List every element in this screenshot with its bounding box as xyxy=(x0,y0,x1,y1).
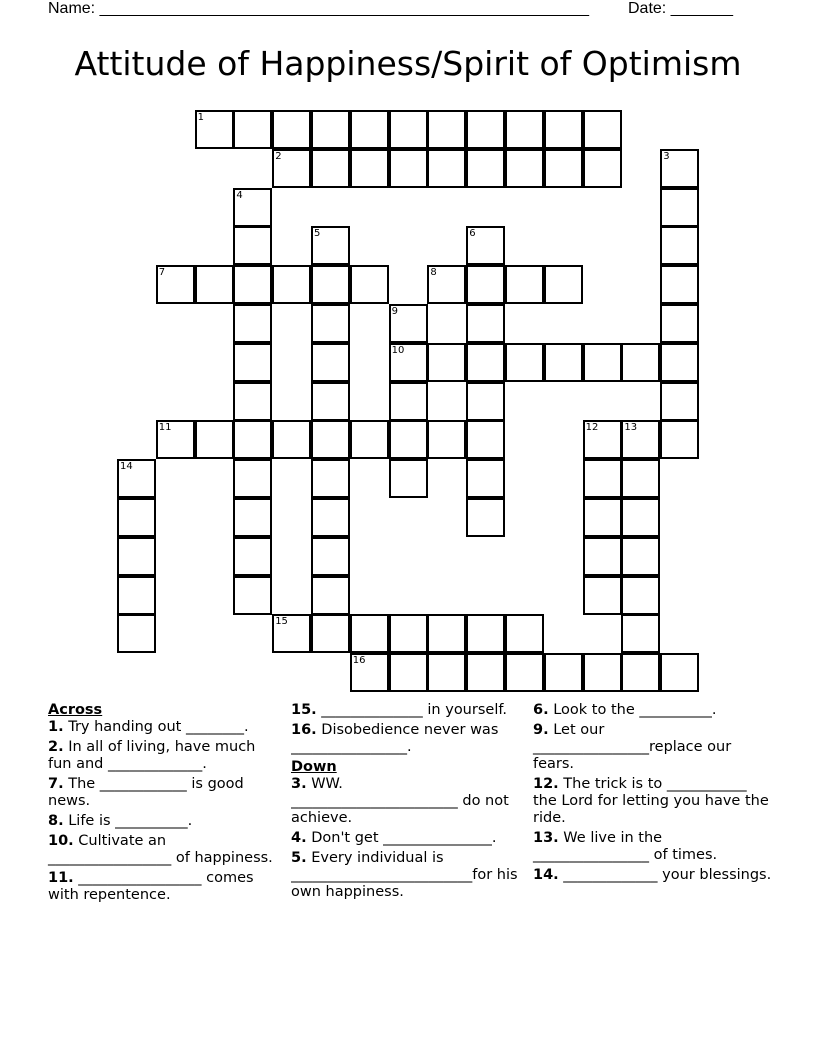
grid-cell[interactable] xyxy=(311,420,350,459)
clue-down-6 xyxy=(533,702,773,719)
grid-cell[interactable] xyxy=(466,343,505,382)
clue-down-13 xyxy=(533,830,773,864)
grid-cell[interactable] xyxy=(621,459,660,498)
grid-cell[interactable] xyxy=(117,537,156,576)
clue-text: The trick is to ___________ the Lord for letting you have the ride. xyxy=(533,776,769,826)
grid-cell[interactable] xyxy=(117,576,156,615)
down-heading: Down xyxy=(291,759,337,775)
grid-cell[interactable] xyxy=(233,265,272,304)
grid-cell[interactable] xyxy=(621,614,660,653)
grid-cell[interactable] xyxy=(233,537,272,576)
clue-text: The ____________ is good news. xyxy=(48,776,244,809)
clue-text: WW. xyxy=(311,776,343,792)
grid-cell[interactable] xyxy=(583,653,622,692)
clue-number: 15. xyxy=(291,702,317,718)
grid-cell[interactable] xyxy=(233,343,272,382)
grid-cell[interactable] xyxy=(660,382,699,421)
cell-number: 15 xyxy=(275,616,288,628)
grid-cell[interactable] xyxy=(272,420,311,459)
grid-cell[interactable] xyxy=(621,537,660,576)
clue-number: 10. xyxy=(48,833,74,849)
grid-cell[interactable] xyxy=(311,265,350,304)
clue-across-11 xyxy=(48,870,280,904)
grid-cell[interactable] xyxy=(350,614,389,653)
grid-cell[interactable] xyxy=(544,653,583,692)
grid-cell[interactable] xyxy=(389,459,428,498)
clue-number: 2. xyxy=(48,739,64,755)
clue-number: 4. xyxy=(291,830,307,846)
clue-across-7 xyxy=(48,776,280,810)
cell-number: 11 xyxy=(158,422,172,434)
clue-text: _____________ your blessings. xyxy=(563,867,772,883)
grid-cell[interactable] xyxy=(311,343,350,382)
grid-cell[interactable] xyxy=(233,420,272,459)
clues-column-3 xyxy=(533,702,773,887)
grid-cell[interactable] xyxy=(466,110,505,149)
cell-number: 12 xyxy=(585,422,599,434)
grid-cell[interactable] xyxy=(350,110,389,149)
clue-across-2 xyxy=(48,739,280,773)
grid-cell[interactable] xyxy=(233,226,272,265)
grid-cell[interactable] xyxy=(660,304,699,343)
grid-cell[interactable] xyxy=(311,459,350,498)
cell-number: 10 xyxy=(391,344,405,356)
across-heading: Across xyxy=(48,702,103,718)
cell-number: 1 xyxy=(197,112,204,123)
clue-number: 1. xyxy=(48,719,64,735)
grid-cell[interactable] xyxy=(389,110,428,149)
grid-cell[interactable] xyxy=(544,149,583,188)
clue-number: 14. xyxy=(533,867,559,883)
clue-number: 5. xyxy=(291,850,307,866)
grid-cell[interactable] xyxy=(311,576,350,615)
clues-column-1 xyxy=(48,702,280,907)
grid-cell[interactable] xyxy=(427,653,466,692)
grid-cell[interactable] xyxy=(660,420,699,459)
clue-text: We live in the ________________ of times. xyxy=(533,830,718,863)
grid-cell[interactable] xyxy=(233,498,272,537)
clue-text: Disobedience never was ________________. xyxy=(291,722,499,755)
clue-number: 7. xyxy=(48,776,64,792)
cell-number: 8 xyxy=(430,267,437,279)
grid-cell[interactable] xyxy=(505,149,544,188)
cell-number: 7 xyxy=(158,267,166,279)
grid-cell[interactable] xyxy=(311,304,350,343)
clue-text: _________________ comes with repentence. xyxy=(48,870,254,903)
grid-cell[interactable] xyxy=(466,614,505,653)
grid-cell[interactable] xyxy=(466,459,505,498)
cell-number: 6 xyxy=(469,228,476,240)
grid-cell[interactable] xyxy=(233,382,272,421)
grid-cell[interactable] xyxy=(660,265,699,304)
grid-cell[interactable] xyxy=(350,265,389,304)
clue-number: 16. xyxy=(291,722,317,738)
cell-number: 16 xyxy=(352,655,366,667)
clues-column-2 xyxy=(291,702,523,904)
clue-text-continued: _______________________ do not achieve. xyxy=(291,793,509,826)
grid-cell[interactable] xyxy=(621,498,660,537)
grid-cell[interactable] xyxy=(466,653,505,692)
grid-cell[interactable] xyxy=(621,343,660,382)
cell-number: 2 xyxy=(275,150,282,162)
grid-cell[interactable] xyxy=(583,576,622,615)
clue-text: ______________ in yourself. xyxy=(321,702,508,718)
page-title: Attitude of Happiness/Spirit of Optimism xyxy=(74,44,742,83)
grid-cell[interactable] xyxy=(660,226,699,265)
grid-cell[interactable] xyxy=(466,382,505,421)
grid-cell[interactable] xyxy=(350,420,389,459)
clue-number: 8. xyxy=(48,813,64,829)
grid-cell[interactable] xyxy=(389,420,428,459)
grid-cell[interactable] xyxy=(660,653,699,692)
cell-number: 13 xyxy=(624,422,638,434)
grid-cell[interactable] xyxy=(311,498,350,537)
clue-text: Life is __________. xyxy=(68,813,193,829)
grid-cell[interactable] xyxy=(583,149,622,188)
grid-cell[interactable] xyxy=(466,420,505,459)
clue-across-1 xyxy=(48,719,280,736)
grid-cell[interactable] xyxy=(583,537,622,576)
grid-cell[interactable] xyxy=(311,537,350,576)
clue-down-9 xyxy=(533,722,773,773)
cell-number: 4 xyxy=(236,189,243,201)
grid-cell[interactable] xyxy=(466,149,505,188)
grid-cell[interactable] xyxy=(311,614,350,653)
grid-cell[interactable] xyxy=(583,110,622,149)
cell-number: 14 xyxy=(120,461,133,473)
grid-cell[interactable] xyxy=(233,110,272,149)
clue-text: Cultivate an _________________ of happiness. xyxy=(48,833,273,866)
grid-cell[interactable] xyxy=(311,149,350,188)
grid-cell[interactable] xyxy=(544,265,583,304)
grid-cell[interactable] xyxy=(195,420,234,459)
grid-cell[interactable] xyxy=(389,653,428,692)
grid-cell[interactable] xyxy=(466,304,505,343)
clue-across-10 xyxy=(48,833,280,867)
grid-cell[interactable] xyxy=(117,614,156,653)
grid-cell[interactable] xyxy=(505,653,544,692)
grid-cell[interactable] xyxy=(233,459,272,498)
clue-text: Don't get _______________. xyxy=(311,830,497,846)
grid-cell[interactable] xyxy=(350,149,389,188)
grid-cell[interactable] xyxy=(621,576,660,615)
grid-cell[interactable] xyxy=(195,265,234,304)
grid-cell[interactable] xyxy=(544,110,583,149)
grid-cell[interactable] xyxy=(272,110,311,149)
clue-down-4 xyxy=(291,830,523,847)
grid-cell[interactable] xyxy=(583,343,622,382)
clue-number: 11. xyxy=(48,870,74,886)
grid-cell[interactable] xyxy=(233,576,272,615)
clue-down-3 xyxy=(291,776,523,827)
grid-cell[interactable] xyxy=(427,149,466,188)
clue-down-5 xyxy=(291,850,523,901)
grid-cell[interactable] xyxy=(427,420,466,459)
grid-cell[interactable] xyxy=(583,459,622,498)
clue-across-8 xyxy=(48,813,280,830)
grid-cell[interactable] xyxy=(117,498,156,537)
grid-cell[interactable] xyxy=(466,265,505,304)
name-field[interactable]: Name: _______________________________________________________ xyxy=(48,0,589,17)
clue-down-14 xyxy=(533,867,773,884)
grid-cell[interactable] xyxy=(311,382,350,421)
cell-number: 9 xyxy=(391,306,398,317)
grid-cell[interactable] xyxy=(272,265,311,304)
grid-cell[interactable] xyxy=(505,265,544,304)
grid-cell[interactable] xyxy=(621,653,660,692)
clue-across-15 xyxy=(291,702,523,719)
grid-cell[interactable] xyxy=(311,110,350,149)
grid-cell[interactable] xyxy=(505,110,544,149)
grid-cell[interactable] xyxy=(660,343,699,382)
clue-number: 6. xyxy=(533,702,549,718)
grid-cell[interactable] xyxy=(583,498,622,537)
clue-number: 9. xyxy=(533,722,549,738)
clue-text: Let our ________________replace our fears. xyxy=(533,722,732,772)
grid-cell[interactable] xyxy=(544,343,583,382)
grid-cell[interactable] xyxy=(427,614,466,653)
grid-cell[interactable] xyxy=(505,343,544,382)
grid-cell[interactable] xyxy=(427,343,466,382)
grid-cell[interactable] xyxy=(389,382,428,421)
grid-cell[interactable] xyxy=(466,498,505,537)
clue-text: Every individual is xyxy=(311,850,444,866)
clue-text: Try handing out ________. xyxy=(68,719,249,735)
grid-cell[interactable] xyxy=(389,149,428,188)
clue-down-12 xyxy=(533,776,773,827)
grid-cell[interactable] xyxy=(660,188,699,227)
grid-cell[interactable] xyxy=(505,614,544,653)
grid-cell[interactable] xyxy=(233,304,272,343)
clue-across-16 xyxy=(291,722,523,756)
grid-cell[interactable] xyxy=(389,614,428,653)
clue-text-continued: _________________________for his own happiness. xyxy=(291,867,518,900)
clue-number: 3. xyxy=(291,776,307,792)
clue-number: 13. xyxy=(533,830,559,846)
clue-text: Look to the __________. xyxy=(553,702,717,718)
cell-number: 5 xyxy=(314,228,321,240)
cell-number: 3 xyxy=(663,150,670,162)
clue-text: In all of living, have much fun and _____________. xyxy=(48,739,256,772)
grid-cell[interactable] xyxy=(427,110,466,149)
clue-number: 12. xyxy=(533,776,559,792)
date-field[interactable]: Date: _______ xyxy=(628,0,733,17)
